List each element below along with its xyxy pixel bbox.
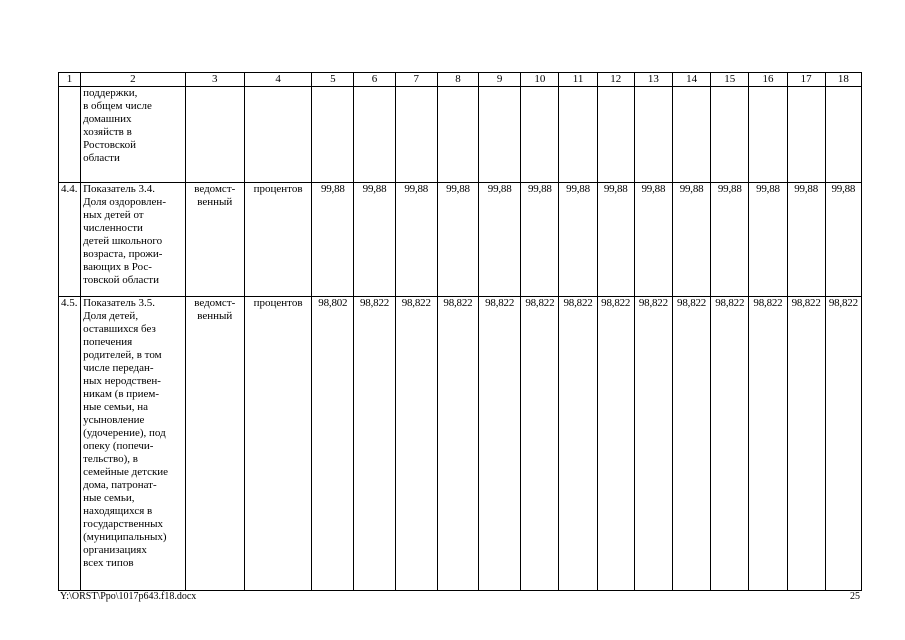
header-cell-12: 12 xyxy=(597,73,634,87)
header-cell-10: 10 xyxy=(521,73,559,87)
row-number-cell: 4.5. xyxy=(59,297,81,591)
value-cell xyxy=(354,87,395,183)
value-cell xyxy=(825,87,861,183)
header-cell-4: 4 xyxy=(244,73,311,87)
table-body xyxy=(59,73,862,591)
value-cell: 99,88 xyxy=(825,183,861,297)
value-cell: 98,822 xyxy=(749,297,787,591)
header-cell-7: 7 xyxy=(395,73,437,87)
value-cell: 98,822 xyxy=(672,297,710,591)
footer-page-number: 25 xyxy=(850,591,860,602)
header-cell-1: 1 xyxy=(59,73,81,87)
indicator-description-cell-text: Показатель 3.5. Доля детей, оставшихся без попечения родителей, в том числе передан- ных неродствен- никам (в прием- ные семьи, на усыновление (удочерение), под опеку (попечи- тельство), в семейные детские дома, патронат- ные семьи, находящихся в государственных (муниципальных) организациях всех типов xyxy=(83,297,169,569)
indicator-description-cell-text: Показатель 3.4. Доля оздоровлен- ных детей от численности детей школьного возраста, прожи- вающих в Рос- товской области xyxy=(83,183,166,286)
value-cell: 99,88 xyxy=(354,183,395,297)
value-cell: 98,822 xyxy=(711,297,749,591)
value-cell: 99,88 xyxy=(672,183,710,297)
indicator-description-cell xyxy=(81,183,186,297)
data-source-cell-text: ведомст- венный xyxy=(194,297,236,322)
value-cell: 99,88 xyxy=(395,183,437,297)
unit-cell: процентов xyxy=(244,297,311,591)
value-cell: 99,88 xyxy=(634,183,672,297)
value-cell xyxy=(395,87,437,183)
value-cell xyxy=(711,87,749,183)
value-cell: 99,88 xyxy=(479,183,521,297)
value-cell: 99,88 xyxy=(312,183,354,297)
value-cell: 98,822 xyxy=(634,297,672,591)
header-cell-6: 6 xyxy=(354,73,395,87)
value-cell xyxy=(597,87,634,183)
value-cell: 99,88 xyxy=(749,183,787,297)
unit-cell: процентов xyxy=(244,183,311,297)
data-source-cell-text: ведомст- венный xyxy=(194,183,236,208)
value-cell: 98,802 xyxy=(312,297,354,591)
value-cell: 99,88 xyxy=(711,183,749,297)
value-cell xyxy=(479,87,521,183)
header-cell-14: 14 xyxy=(672,73,710,87)
footer-file-path: Y:\ORST\Ppo\1017p643.f18.docx xyxy=(60,591,197,602)
value-cell xyxy=(437,87,478,183)
value-cell: 99,88 xyxy=(597,183,634,297)
data-source-cell xyxy=(185,87,244,183)
header-cell-11: 11 xyxy=(559,73,597,87)
header-cell-18: 18 xyxy=(825,73,861,87)
value-cell xyxy=(634,87,672,183)
indicator-description-cell-text: поддержки, в общем числе домашних хозяйств в Ростовской области xyxy=(83,87,152,164)
indicators-table xyxy=(58,72,862,591)
unit-cell xyxy=(244,87,311,183)
value-cell: 98,822 xyxy=(395,297,437,591)
table-header-row xyxy=(59,73,862,87)
table-row xyxy=(59,183,862,297)
value-cell: 99,88 xyxy=(437,183,478,297)
data-source-cell xyxy=(185,297,244,591)
header-cell-8: 8 xyxy=(437,73,478,87)
header-cell-3: 3 xyxy=(185,73,244,87)
value-cell: 98,822 xyxy=(521,297,559,591)
value-cell: 99,88 xyxy=(559,183,597,297)
value-cell: 99,88 xyxy=(521,183,559,297)
header-cell-16: 16 xyxy=(749,73,787,87)
table-row xyxy=(59,297,862,591)
value-cell xyxy=(749,87,787,183)
value-cell: 98,822 xyxy=(559,297,597,591)
indicator-description-cell xyxy=(81,297,186,591)
value-cell: 98,822 xyxy=(479,297,521,591)
data-source-cell xyxy=(185,183,244,297)
value-cell xyxy=(559,87,597,183)
value-cell: 98,822 xyxy=(787,297,825,591)
value-cell xyxy=(672,87,710,183)
indicator-description-cell xyxy=(81,87,186,183)
header-cell-5: 5 xyxy=(312,73,354,87)
row-number-cell: 4.4. xyxy=(59,183,81,297)
value-cell: 99,88 xyxy=(787,183,825,297)
row-number-cell xyxy=(59,87,81,183)
header-cell-15: 15 xyxy=(711,73,749,87)
table-row xyxy=(59,87,862,183)
value-cell: 98,822 xyxy=(597,297,634,591)
header-cell-13: 13 xyxy=(634,73,672,87)
value-cell xyxy=(787,87,825,183)
value-cell: 98,822 xyxy=(825,297,861,591)
header-cell-9: 9 xyxy=(479,73,521,87)
value-cell xyxy=(312,87,354,183)
header-cell-17: 17 xyxy=(787,73,825,87)
value-cell xyxy=(521,87,559,183)
value-cell: 98,822 xyxy=(437,297,478,591)
value-cell: 98,822 xyxy=(354,297,395,591)
header-cell-2: 2 xyxy=(81,73,186,87)
